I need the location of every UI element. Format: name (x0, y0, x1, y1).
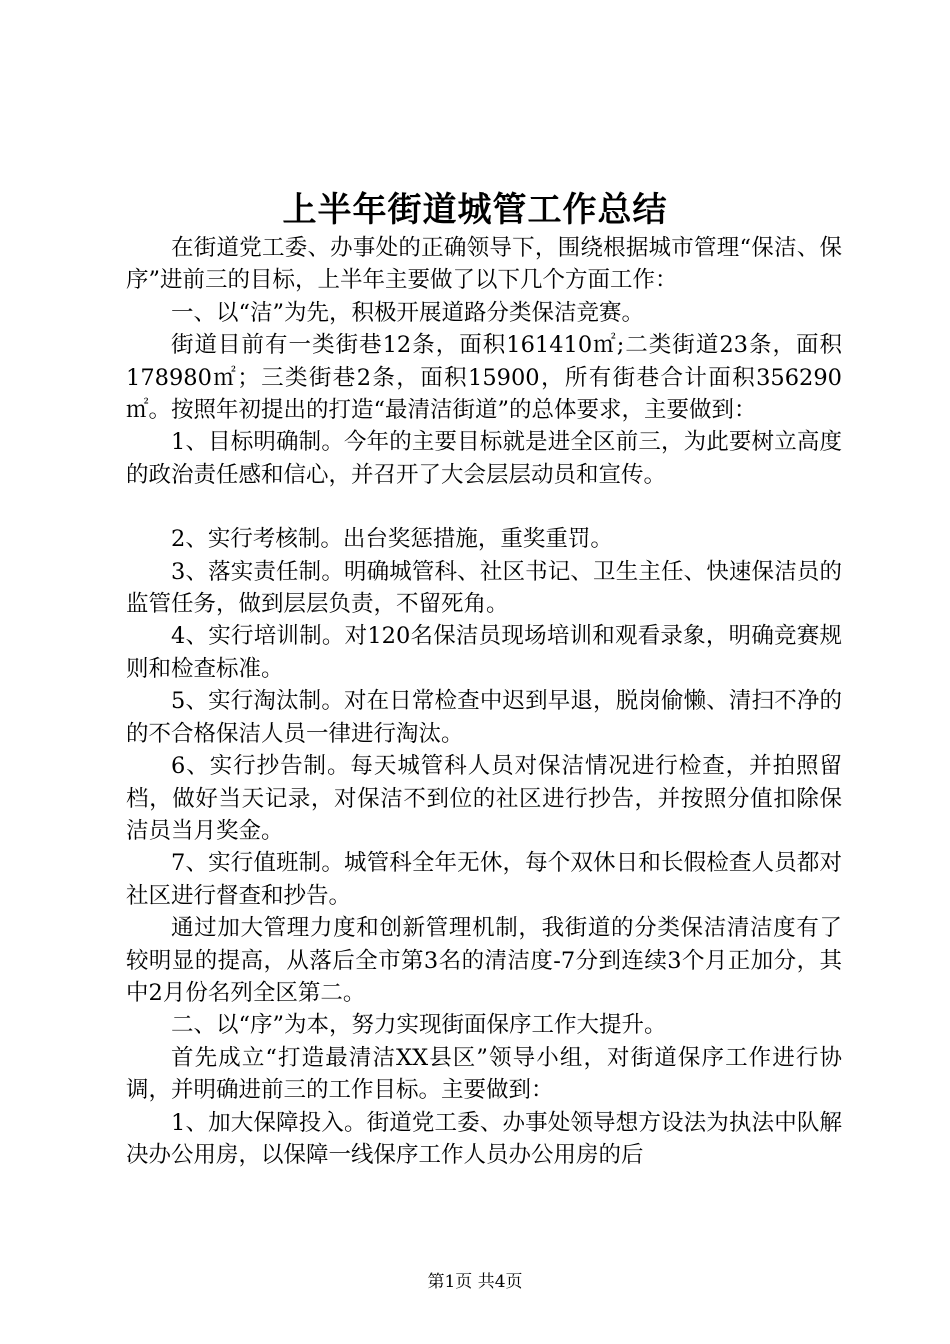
paragraph: 街道目前有一类街巷12条，面积161410㎡;二类街道23条，面积178980㎡；三类街巷2条，面积15900，所有街巷合计面积356290㎡。按照年初提出的打造“最清洁街道”的总体要求，主要做到： (126, 332, 842, 424)
list-item: 4、实行培训制。对120名保洁员现场培训和观看录象，明确竞赛规则和检查标准。 (126, 623, 842, 682)
paragraph: 在街道党工委、办事处的正确领导下，围绕根据城市管理“保洁、保序”进前三的目标，上半年主要做了以下几个方面工作： (126, 235, 842, 294)
paragraph: 通过加大管理力度和创新管理机制，我街道的分类保洁清洁度有了较明显的提高，从落后全市第3名的清洁度-7分到连续3个月正加分，其中2月份名列全区第二。 (126, 915, 842, 1006)
list-item: 3、落实责任制。明确城管科、社区书记、卫生主任、快速保洁员的监管任务，做到层层负责，不留死角。 (126, 558, 842, 618)
list-item: 1、加大保障投入。街道党工委、办事处领导想方设法为执法中队解决办公用房，以保障一线保序工作人员办公用房的后 (126, 1109, 842, 1168)
list-item: 7、实行值班制。城管科全年无休，每个双休日和长假检查人员都对社区进行督查和抄告。 (126, 850, 842, 909)
section-heading: 二、以“序”为本，努力实现街面保序工作大提升。 (171, 1012, 667, 1039)
list-item: 2、实行考核制。出台奖惩措施，重奖重罚。 (171, 526, 613, 553)
list-item: 1、目标明确制。今年的主要目标就是进全区前三，为此要树立高度的政治责任感和信心，并召开了大会层层动员和宣传。 (126, 429, 842, 488)
list-item: 6、实行抄告制。每天城管科人员对保洁情况进行检查，并拍照留档，做好当天记录，对保洁不到位的社区进行抄告，并按照分值扣除保洁员当月奖金。 (126, 753, 842, 844)
section-heading: 一、以“洁”为先，积极开展道路分类保洁竞赛。 (171, 299, 645, 326)
document-title: 上半年街道城管工作总结 (282, 190, 668, 230)
paragraph: 首先成立“打造最清洁XX县区”领导小组，对街道保序工作进行协调，并明确进前三的工作目标。主要做到： (126, 1044, 842, 1104)
page-footer: 第1页 共4页 (427, 1272, 523, 1292)
document-body (126, 232, 842, 1171)
list-item: 5、实行淘汰制。对在日常检查中迟到早退，脱岗偷懒、清扫不净的的不合格保洁人员一律进行淘汰。 (126, 688, 842, 747)
